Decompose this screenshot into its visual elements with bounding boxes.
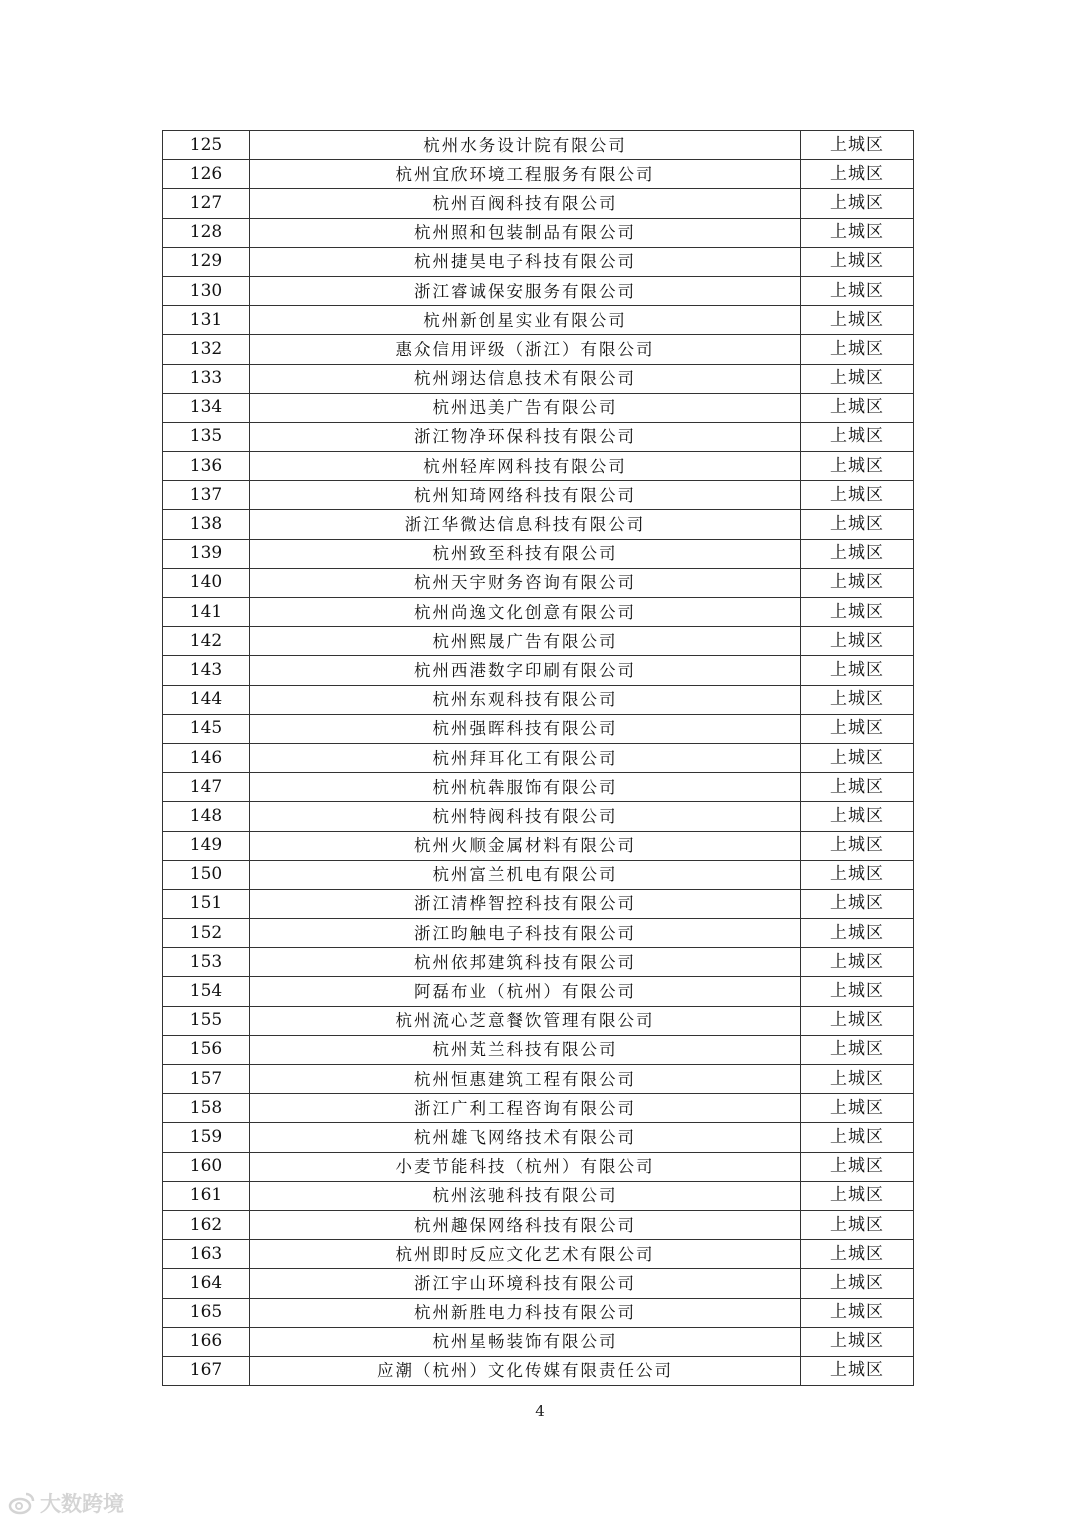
table-row bbox=[163, 393, 914, 422]
row-number: 138 bbox=[163, 510, 250, 539]
district: 上城区 bbox=[801, 773, 914, 802]
row-number: 162 bbox=[163, 1210, 250, 1239]
district: 上城区 bbox=[801, 977, 914, 1006]
district: 上城区 bbox=[801, 131, 914, 160]
table-row bbox=[163, 919, 914, 948]
district: 上城区 bbox=[801, 714, 914, 743]
row-number: 143 bbox=[163, 656, 250, 685]
company-name: 应潮（杭州）文化传媒有限责任公司 bbox=[250, 1356, 801, 1385]
table-row bbox=[163, 1006, 914, 1035]
table-row bbox=[163, 743, 914, 772]
company-name: 杭州天宇财务咨询有限公司 bbox=[250, 568, 801, 597]
watermark bbox=[8, 1488, 124, 1518]
district: 上城区 bbox=[801, 948, 914, 977]
table-row bbox=[163, 189, 914, 218]
row-number: 144 bbox=[163, 685, 250, 714]
district: 上城区 bbox=[801, 1123, 914, 1152]
table-row bbox=[163, 364, 914, 393]
district: 上城区 bbox=[801, 247, 914, 276]
row-number: 130 bbox=[163, 276, 250, 305]
company-name: 浙江清桦智控科技有限公司 bbox=[250, 889, 801, 918]
table-row bbox=[163, 656, 914, 685]
row-number: 148 bbox=[163, 802, 250, 831]
district: 上城区 bbox=[801, 568, 914, 597]
table-row bbox=[163, 1298, 914, 1327]
row-number: 149 bbox=[163, 831, 250, 860]
district: 上城区 bbox=[801, 919, 914, 948]
company-name: 浙江物净环保科技有限公司 bbox=[250, 422, 801, 451]
table-row bbox=[163, 802, 914, 831]
table-row bbox=[163, 539, 914, 568]
row-number: 136 bbox=[163, 452, 250, 481]
company-name: 杭州强晖科技有限公司 bbox=[250, 714, 801, 743]
row-number: 147 bbox=[163, 773, 250, 802]
company-name: 浙江睿诚保安服务有限公司 bbox=[250, 276, 801, 305]
table-row bbox=[163, 860, 914, 889]
district: 上城区 bbox=[801, 335, 914, 364]
company-table bbox=[162, 130, 914, 1386]
table-row bbox=[163, 1035, 914, 1064]
company-name: 杭州恒惠建筑工程有限公司 bbox=[250, 1065, 801, 1094]
company-name: 杭州富兰机电有限公司 bbox=[250, 860, 801, 889]
row-number: 146 bbox=[163, 743, 250, 772]
table-row bbox=[163, 1327, 914, 1356]
company-name: 杭州致至科技有限公司 bbox=[250, 539, 801, 568]
company-table-body bbox=[163, 131, 914, 1386]
table-row bbox=[163, 306, 914, 335]
table-row bbox=[163, 218, 914, 247]
company-name: 小麦节能科技（杭州）有限公司 bbox=[250, 1152, 801, 1181]
company-name: 杭州水务设计院有限公司 bbox=[250, 131, 801, 160]
row-number: 129 bbox=[163, 247, 250, 276]
district: 上城区 bbox=[801, 452, 914, 481]
row-number: 125 bbox=[163, 131, 250, 160]
table-row bbox=[163, 627, 914, 656]
company-name: 杭州趣保网络科技有限公司 bbox=[250, 1210, 801, 1239]
company-name: 杭州尚逸文化创意有限公司 bbox=[250, 598, 801, 627]
district: 上城区 bbox=[801, 1327, 914, 1356]
district: 上城区 bbox=[801, 656, 914, 685]
district: 上城区 bbox=[801, 743, 914, 772]
district: 上城区 bbox=[801, 1006, 914, 1035]
row-number: 160 bbox=[163, 1152, 250, 1181]
table-row bbox=[163, 1356, 914, 1385]
table-row bbox=[163, 510, 914, 539]
district: 上城区 bbox=[801, 276, 914, 305]
company-name: 杭州知琦网络科技有限公司 bbox=[250, 481, 801, 510]
company-name: 杭州拜耳化工有限公司 bbox=[250, 743, 801, 772]
company-name: 惠众信用评级（浙江）有限公司 bbox=[250, 335, 801, 364]
company-name: 阿磊布业（杭州）有限公司 bbox=[250, 977, 801, 1006]
table-row bbox=[163, 948, 914, 977]
district: 上城区 bbox=[801, 1152, 914, 1181]
table-row bbox=[163, 831, 914, 860]
district: 上城区 bbox=[801, 306, 914, 335]
table-row bbox=[163, 1210, 914, 1239]
table-row bbox=[163, 335, 914, 364]
row-number: 155 bbox=[163, 1006, 250, 1035]
district: 上城区 bbox=[801, 598, 914, 627]
row-number: 153 bbox=[163, 948, 250, 977]
table-row bbox=[163, 773, 914, 802]
table-row bbox=[163, 977, 914, 1006]
district: 上城区 bbox=[801, 1065, 914, 1094]
district: 上城区 bbox=[801, 802, 914, 831]
row-number: 151 bbox=[163, 889, 250, 918]
row-number: 156 bbox=[163, 1035, 250, 1064]
table-row bbox=[163, 1269, 914, 1298]
district: 上城区 bbox=[801, 1269, 914, 1298]
company-name: 杭州东观科技有限公司 bbox=[250, 685, 801, 714]
district: 上城区 bbox=[801, 685, 914, 714]
weibo-logo-icon bbox=[8, 1491, 36, 1515]
company-name: 杭州依邦建筑科技有限公司 bbox=[250, 948, 801, 977]
company-name: 杭州百阀科技有限公司 bbox=[250, 189, 801, 218]
district: 上城区 bbox=[801, 1240, 914, 1269]
row-number: 163 bbox=[163, 1240, 250, 1269]
company-name: 杭州西港数字印刷有限公司 bbox=[250, 656, 801, 685]
district: 上城区 bbox=[801, 1181, 914, 1210]
row-number: 134 bbox=[163, 393, 250, 422]
district: 上城区 bbox=[801, 364, 914, 393]
table-row bbox=[163, 481, 914, 510]
company-name: 杭州泫驰科技有限公司 bbox=[250, 1181, 801, 1210]
table-row bbox=[163, 131, 914, 160]
district: 上城区 bbox=[801, 539, 914, 568]
district: 上城区 bbox=[801, 510, 914, 539]
page-number: 4 bbox=[535, 1402, 545, 1420]
company-name: 杭州流心芝意餐饮管理有限公司 bbox=[250, 1006, 801, 1035]
row-number: 154 bbox=[163, 977, 250, 1006]
table-row bbox=[163, 452, 914, 481]
row-number: 131 bbox=[163, 306, 250, 335]
row-number: 135 bbox=[163, 422, 250, 451]
company-name: 杭州熙晟广告有限公司 bbox=[250, 627, 801, 656]
row-number: 161 bbox=[163, 1181, 250, 1210]
row-number: 140 bbox=[163, 568, 250, 597]
company-name: 杭州火顺金属材料有限公司 bbox=[250, 831, 801, 860]
district: 上城区 bbox=[801, 889, 914, 918]
table-row bbox=[163, 568, 914, 597]
row-number: 141 bbox=[163, 598, 250, 627]
watermark-text: 大数跨境 bbox=[40, 1492, 124, 1516]
company-name: 浙江宇山环境科技有限公司 bbox=[250, 1269, 801, 1298]
company-name: 杭州星畅装饰有限公司 bbox=[250, 1327, 801, 1356]
company-name: 杭州翊达信息技术有限公司 bbox=[250, 364, 801, 393]
row-number: 133 bbox=[163, 364, 250, 393]
district: 上城区 bbox=[801, 1035, 914, 1064]
company-name: 杭州杭犇服饰有限公司 bbox=[250, 773, 801, 802]
district: 上城区 bbox=[801, 393, 914, 422]
table-row bbox=[163, 889, 914, 918]
company-name: 杭州照和包装制品有限公司 bbox=[250, 218, 801, 247]
row-number: 152 bbox=[163, 919, 250, 948]
company-name: 杭州迅美广告有限公司 bbox=[250, 393, 801, 422]
company-name: 杭州新创星实业有限公司 bbox=[250, 306, 801, 335]
company-name: 杭州特阀科技有限公司 bbox=[250, 802, 801, 831]
table-row bbox=[163, 1152, 914, 1181]
company-name: 杭州宜欣环境工程服务有限公司 bbox=[250, 160, 801, 189]
company-name: 杭州雄飞网络技术有限公司 bbox=[250, 1123, 801, 1152]
row-number: 127 bbox=[163, 189, 250, 218]
table-row bbox=[163, 276, 914, 305]
table-row bbox=[163, 1181, 914, 1210]
table-row bbox=[163, 1094, 914, 1123]
company-name: 杭州轻库网科技有限公司 bbox=[250, 452, 801, 481]
company-name: 杭州新胜电力科技有限公司 bbox=[250, 1298, 801, 1327]
district: 上城区 bbox=[801, 860, 914, 889]
row-number: 132 bbox=[163, 335, 250, 364]
company-name: 杭州即时反应文化艺术有限公司 bbox=[250, 1240, 801, 1269]
table-row bbox=[163, 685, 914, 714]
company-name: 杭州捷昊电子科技有限公司 bbox=[250, 247, 801, 276]
district: 上城区 bbox=[801, 1298, 914, 1327]
row-number: 157 bbox=[163, 1065, 250, 1094]
row-number: 159 bbox=[163, 1123, 250, 1152]
district: 上城区 bbox=[801, 422, 914, 451]
district: 上城区 bbox=[801, 160, 914, 189]
table-row bbox=[163, 598, 914, 627]
row-number: 164 bbox=[163, 1269, 250, 1298]
row-number: 150 bbox=[163, 860, 250, 889]
table-row bbox=[163, 1123, 914, 1152]
table-row bbox=[163, 247, 914, 276]
table-row bbox=[163, 714, 914, 743]
table-row bbox=[163, 1065, 914, 1094]
district: 上城区 bbox=[801, 831, 914, 860]
district: 上城区 bbox=[801, 1356, 914, 1385]
row-number: 139 bbox=[163, 539, 250, 568]
row-number: 137 bbox=[163, 481, 250, 510]
company-name: 浙江昀触电子科技有限公司 bbox=[250, 919, 801, 948]
row-number: 126 bbox=[163, 160, 250, 189]
row-number: 167 bbox=[163, 1356, 250, 1385]
table-row bbox=[163, 1240, 914, 1269]
district: 上城区 bbox=[801, 189, 914, 218]
table-row bbox=[163, 422, 914, 451]
row-number: 158 bbox=[163, 1094, 250, 1123]
district: 上城区 bbox=[801, 627, 914, 656]
company-name: 浙江广利工程咨询有限公司 bbox=[250, 1094, 801, 1123]
row-number: 166 bbox=[163, 1327, 250, 1356]
row-number: 165 bbox=[163, 1298, 250, 1327]
row-number: 128 bbox=[163, 218, 250, 247]
row-number: 142 bbox=[163, 627, 250, 656]
district: 上城区 bbox=[801, 218, 914, 247]
company-name: 杭州芄兰科技有限公司 bbox=[250, 1035, 801, 1064]
row-number: 145 bbox=[163, 714, 250, 743]
district: 上城区 bbox=[801, 1094, 914, 1123]
district: 上城区 bbox=[801, 481, 914, 510]
district: 上城区 bbox=[801, 1210, 914, 1239]
table-row bbox=[163, 160, 914, 189]
company-name: 浙江华微达信息科技有限公司 bbox=[250, 510, 801, 539]
